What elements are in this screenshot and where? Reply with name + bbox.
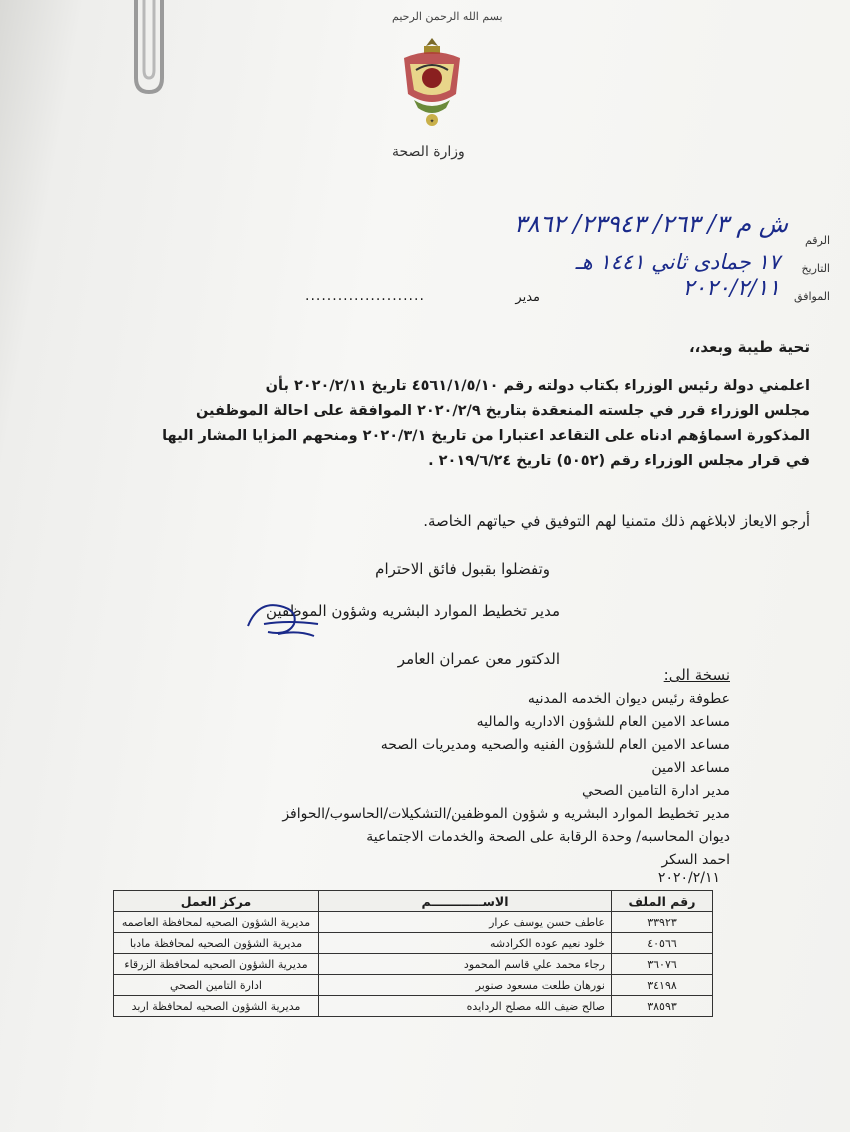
coat-of-arms-icon [396,34,468,130]
cell-name: نورهان طلعت مسعود صنوبر [319,975,612,996]
date-value: ١٧ جمادى ثاني ١٤٤١ هـ [575,250,780,274]
cell-file-no: ٣٤١٩٨ [612,975,713,996]
cell-name: خلود نعيم عوده الكرادشه [319,933,612,954]
signature-scribble [228,596,338,646]
cell-name: رجاء محمد علي قاسم المحمود [319,954,612,975]
addressee-dots: ...................... [305,288,425,304]
closing-line: وتفضلوا بقبول فائق الاحترام [375,560,550,578]
cell-name: عاطف حسن يوسف عرار [319,912,612,933]
retirees-table [113,890,713,1017]
body-line-3: المذكورة اسماؤهم ادناه على التقاعد اعتبارا من تاريخ ٢٠٢٠/٣/١ ومنحهم المزايا المشار اليها [162,428,810,444]
table-row [114,996,713,1017]
cell-file-no: ٣٣٩٢٣ [612,912,713,933]
cell-workplace: ادارة التامين الصحي [114,975,319,996]
table-header-row [114,891,713,912]
paper-clip-icon [126,0,172,96]
cell-file-no: ٤٠٥٦٦ [612,933,713,954]
table-row [114,912,713,933]
number-label: الرقم [804,234,830,247]
corresponding-label: الموافق [794,290,830,303]
cell-workplace: مديرية الشؤون الصحيه لمحافظة مادبا [114,933,319,954]
copy-line-7: ديوان المحاسبه/ وحدة الرقابة على الصحة والخدمات الاجتماعية [366,829,730,845]
addressee-label: مدير [515,290,540,305]
table-row [114,975,713,996]
cell-workplace: مديرية الشؤون الصحيه لمحافظة العاصمه [114,912,319,933]
cell-file-no: ٣٦٠٧٦ [612,954,713,975]
body-line-2: مجلس الوزراء قرر في جلسته المنعقدة بتاريخ ٢٠٢٠/٢/٩ الموافقة على احالة الموظفين [196,403,810,419]
header-file-no: رقم الملف [612,891,713,912]
corresponding-value: ٢٠٢٠/٢/١١ [682,276,780,301]
copy-line-5: مدير ادارة التامين الصحي [582,783,730,799]
table-row [114,933,713,954]
copy-line-2: مساعد الامين العام للشؤون الاداريه والماليه [476,714,730,730]
ministry-name: وزارة الصحة [392,144,465,160]
svg-text:✦: ✦ [429,118,435,125]
copy-line-8: احمد السكر [661,852,730,868]
cell-workplace: مديرية الشؤون الصحيه لمحافظة الزرقاء [114,954,319,975]
signatory-name: الدكتور معن عمران العامر [397,650,560,668]
request-line: أرجو الايعاز لابلاغهم ذلك متمنيا لهم التوفيق في حياتهم الخاصة. [423,512,810,530]
greeting: تحية طيبة وبعد،، [688,338,810,356]
copy-line-3: مساعد الامين العام للشؤون الفنيه والصحيه ومديريات الصحه [380,737,730,753]
body-line-4: في قرار مجلس الوزراء رقم (٥٠٥٢) تاريخ ٢٠١٩/٦/٢٤ . [428,453,810,469]
copy-line-4: مساعد الامين [651,760,730,776]
copy-date: ٢٠٢٠/٢/١١ [657,870,720,886]
date-label: التاريخ [801,262,830,275]
copy-line-6: مدير تخطيط الموارد البشريه و شؤون الموظفين/التشكيلات/الحاسوب/الحوافز [282,806,730,822]
copies-heading: نسخة الى: [663,666,730,684]
cell-name: صالح ضيف الله مصلح الردايده [319,996,612,1017]
basmala-header: بسم الله الرحمن الرحيم [392,10,503,23]
header-name: الاســــــــــــم [319,891,612,912]
copy-line-1: عطوفة رئيس ديوان الخدمه المدنيه [527,691,730,707]
number-value: ش م ٣/ ٢٦٣/ ٢٣٩٤٣/ ٣٨٦٢ [513,210,788,238]
signatory-title: مدير تخطيط الموارد البشريه وشؤون الموظفين [266,602,560,620]
header-workplace: مركز العمل [114,891,319,912]
cell-workplace: مديرية الشؤون الصحيه لمحافظة اربد [114,996,319,1017]
table-row [114,954,713,975]
cell-file-no: ٣٨٥٩٣ [612,996,713,1017]
body-line-1: اعلمني دولة رئيس الوزراء بكتاب دولته رقم ٤٥٦١/١/٥/١٠ تاريخ ٢٠٢٠/٢/١١ بأن [265,378,810,394]
